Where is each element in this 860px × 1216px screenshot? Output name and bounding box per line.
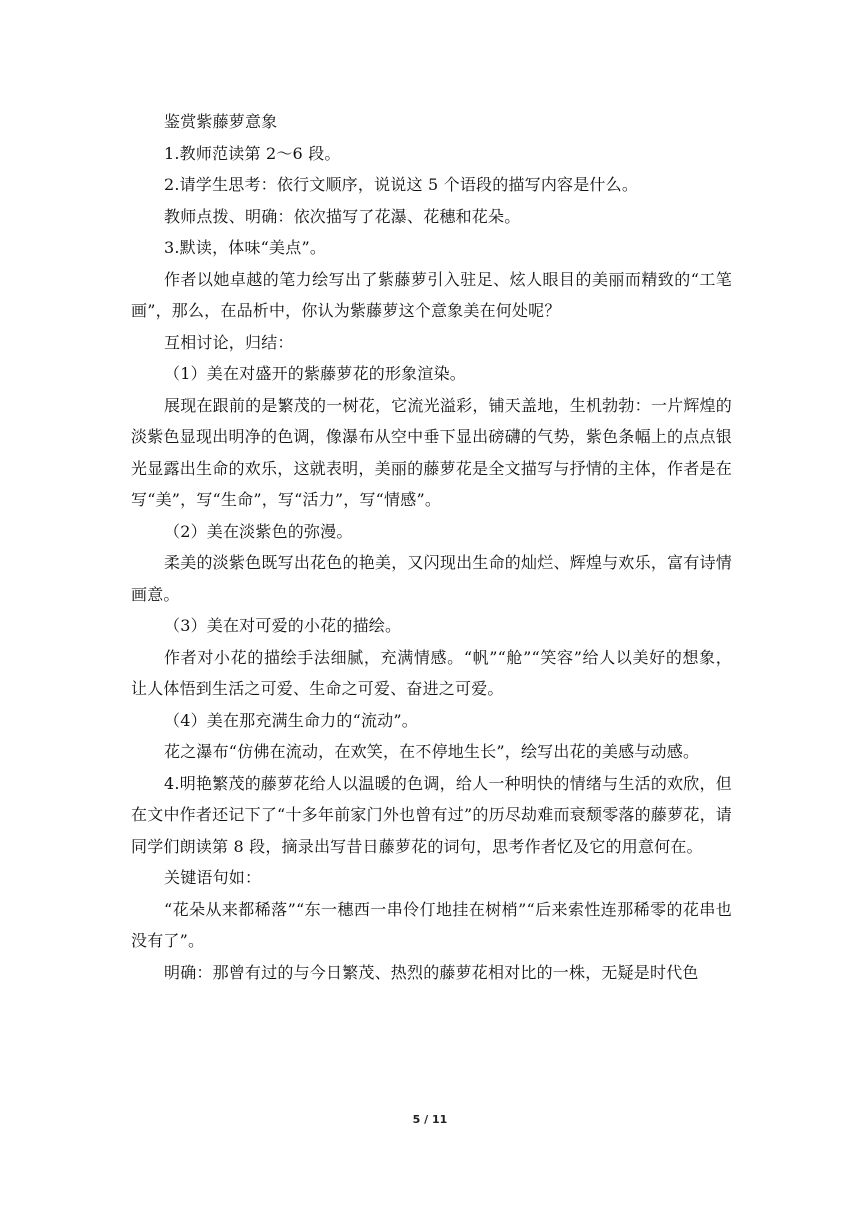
paragraph: 作者对小花的描绘手法细腻，充满情感。“帆”“舱”“笑容”给人以美好的想象，让人体悟到生活之可爱、生命之可爱、奋进之可爱。 — [131, 647, 732, 698]
paragraph: 教师点拨、明确：依次描写了花瀑、花穗和花朵。 — [164, 206, 521, 226]
paragraph: 3.默读，体味“美点”。 — [164, 238, 327, 257]
paragraph: 展现在跟前的是繁茂的一树花，它流光溢彩，铺天盖地，生机勃勃：一片辉煌的淡紫色显现出明净的色调，像瀑布从空中垂下显出磅礴的气势，紫色条幅上的点点银光显露出生命的欢乐，这就表明，美丽的藤萝花是全文描写与抒情的主体，作者是在写“美”，写“生命”，写“活力”，写“情感”。 — [131, 395, 732, 509]
list-item: （2）美在淡紫色的弥漫。 — [164, 521, 353, 541]
paragraph: 花之瀑布“仿佛在流动，在欢笑，在不停地生长”，绘写出花的美感与动感。 — [164, 742, 700, 761]
paragraph: 柔美的淡紫色既写出花色的艳美，又闪现出生命的灿烂、辉煌与欢乐，富有诗情画意。 — [131, 553, 732, 604]
paragraph: 4.明艳繁茂的藤萝花给人以温暖的色调，给人一种明快的情绪与生活的欢欣，但在文中作者还记下了“十多年前家门外也曾有过”的历尽劫难而衰颓零落的藤萝花，请同学们朗读第 8 段，摘录出写昔日藤萝花的词句，思考作者忆及它的用意何在。 — [131, 773, 732, 856]
page-number: 5 / 11 — [412, 1113, 448, 1126]
paragraph: 互相讨论，归结： — [164, 332, 294, 352]
paragraph: 1.教师范读第 2～6 段。 — [164, 143, 341, 163]
paragraph: 明确：那曾有过的与今日繁茂、热烈的藤萝花相对比的一株，无疑是时代色 — [164, 962, 699, 982]
list-item: （1）美在对盛开的紫藤萝花的形象渲染。 — [164, 364, 466, 383]
paragraph: 作者以她卓越的笔力绘写出了紫藤萝引入驻足、炫人眼目的美丽而精致的“工笔画”，那么，在品析中，你认为紫藤萝这个意象美在何处呢？ — [131, 269, 732, 320]
document-body — [131, 106, 732, 988]
list-item: （4）美在那充满生命力的“流动”。 — [164, 710, 418, 730]
paragraph: “花朵从来都稀落”“东一穗西一串伶仃地挂在树梢”“后来索性连那稀零的花串也没有了”。 — [131, 899, 732, 950]
paragraph: 2.请学生思考：依行文顺序，说说这 5 个语段的描写内容是什么。 — [164, 175, 639, 194]
list-item: （3）美在对可爱的小花的描绘。 — [164, 616, 402, 635]
section-heading: 鉴赏紫藤萝意象 — [164, 112, 278, 131]
paragraph: 关键语句如： — [164, 868, 262, 887]
